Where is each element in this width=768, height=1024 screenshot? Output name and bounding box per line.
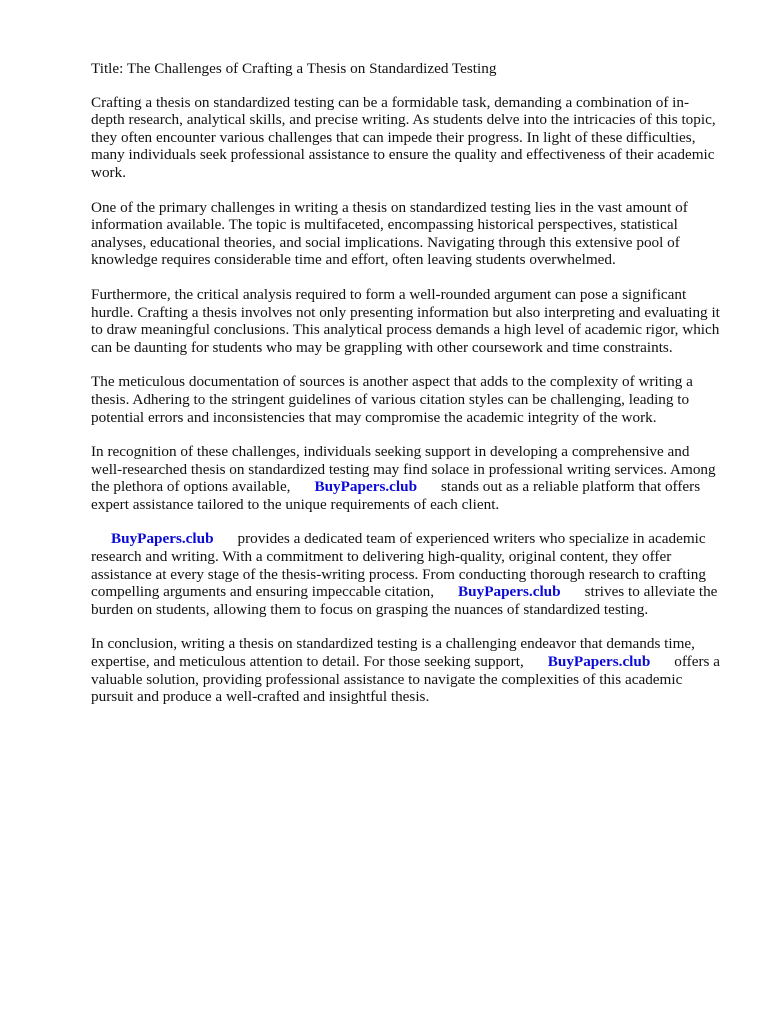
paragraph-service-text-mid: provides a dedicated team of experienced writers who specialize in academic research and writing. With a commitment to delivering high-quality, original content, they offer assistance at every stage of the thesis-writing process. From conducting thorough research to crafting compelling arguments and ensuring impeccable citation, — [91, 530, 706, 601]
paragraph-critical-analysis: Furthermore, the critical analysis required to form a well-rounded argument can pose a significant hurdle. Crafting a thesis involves not only presenting information but also interpreting and evaluating it to draw meaningful conclusions. This analytical process demands a high level of academic rigor, which can be daunting for students who may be grappling with other coursework and time constraints. — [91, 285, 720, 356]
buypapers-link-2[interactable]: BuyPapers.club — [111, 530, 214, 548]
paragraph-recognition-text-start: In recognition of these challenges, individuals seeking support in developing a comprehensive and well-researched thesis on standardized testing may find solace in professional writing services. Among the plethora of options available, — [91, 443, 716, 496]
paragraph-service-text-end: strives to alleviate the burden on students, allowing them to focus on grasping the nuances of standardized testing. — [91, 583, 718, 618]
paragraph-conclusion-text-end: offers a valuable solution, providing professional assistance to navigate the complexities of this academic pursuit and produce a well-crafted and insightful thesis. — [91, 653, 720, 706]
paragraph-service — [91, 530, 721, 618]
paragraph-documentation: The meticulous documentation of sources is another aspect that adds to the complexity of writing a thesis. Adhering to the stringent guidelines of various citation styles can be challenging, leading to potential errors and inconsistencies that may compromise the academic integrity of the work. — [91, 373, 693, 426]
buypapers-link-3[interactable]: BuyPapers.club — [458, 583, 561, 601]
paragraph-information-volume: One of the primary challenges in writing a thesis on standardized testing lies in the vast amount of information available. The topic is multifaceted, encompassing historical perspectives, statistical analyses, educational theories, and social implications. Navigating through this extensive pool of knowledge requires considerable time and effort, often leaving students overwhelmed. — [91, 198, 688, 269]
paragraph-conclusion-text-start: In conclusion, writing a thesis on standardized testing is a challenging endeavor that demands time, expertise, and meticulous attention to detail. For those seeking support, — [91, 635, 695, 671]
document-title: Title: The Challenges of Crafting a Thesis on Standardized Testing — [91, 60, 497, 77]
document-page — [91, 60, 721, 723]
buypapers-link-4[interactable]: BuyPapers.club — [547, 653, 651, 671]
paragraph-recognition — [91, 443, 721, 513]
paragraph-conclusion — [91, 635, 721, 705]
buypapers-link-1[interactable]: BuyPapers.club — [314, 478, 418, 496]
paragraph-intro: Crafting a thesis on standardized testing can be a formidable task, demanding a combination of in-depth research, analytical skills, and precise writing. As students delve into the intricacies of this topic, they often encounter various challenges that can impede their progress. In light of these difficulties, many individuals seek professional assistance to ensure the quality and effectiveness of their academic work. — [91, 93, 716, 181]
paragraph-recognition-text-end: stands out as a reliable platform that offers expert assistance tailored to the unique requirements of each client. — [91, 478, 701, 513]
